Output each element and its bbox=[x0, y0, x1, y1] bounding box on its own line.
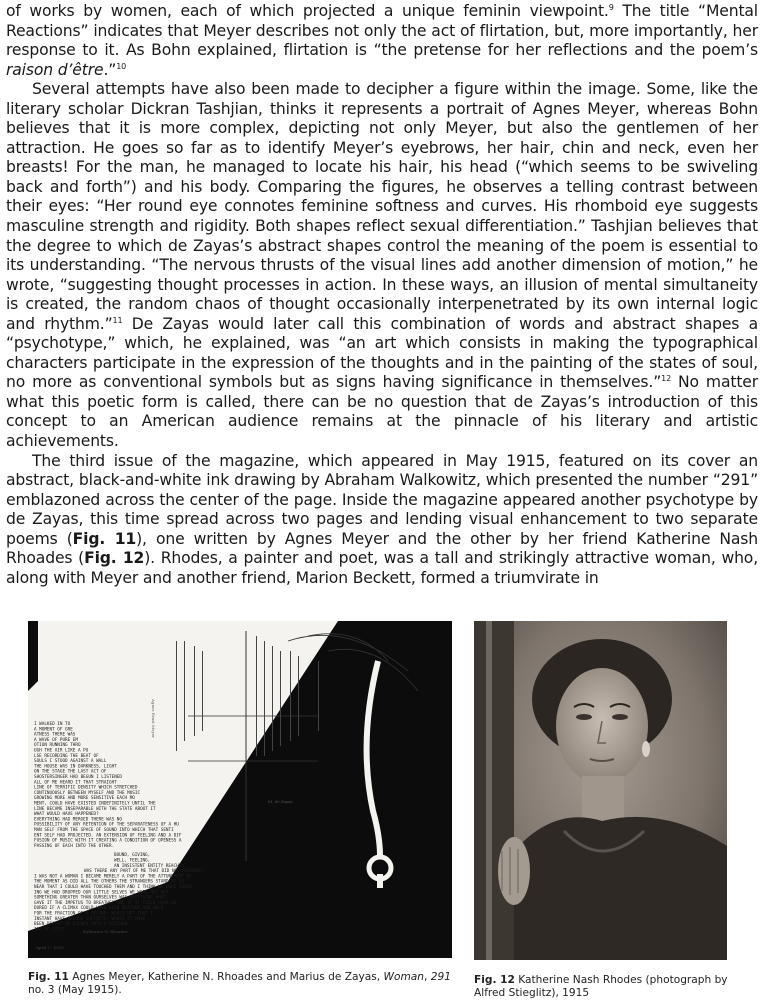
poem-line: ON THE STAGE THE LAST ACT OF bbox=[34, 769, 107, 775]
poem-line: NEAR THAT I COULD HAVE TOUCHED THEM AND I THINK WE WERE TOUCH bbox=[34, 885, 192, 890]
poem-line: WAS THERE ANY PART OF ME THAT DID NOT RESPOND? bbox=[84, 869, 203, 875]
poem-line: I WALKED IN TO bbox=[34, 722, 71, 727]
poem-line: WHAT WOULD HAVE HAPPENED? bbox=[34, 812, 99, 818]
poem-signature: Katharine N. Rhoades bbox=[83, 929, 128, 934]
poem-line: BEEN DEATH? OR ESCAPE INTO A QUICKEN bbox=[34, 922, 128, 928]
text-run: De Zayas would later call this combination of words and abstract shapes a “psychotype,” which, he explained, was “an art which consists in making the typographical characters participate in the expression of the thoughts and in the painting of the states of soul, no more as conventional symbols but as signs having significance in themselves.” bbox=[6, 314, 758, 392]
text-run: No matter what this poetic form is called, there can be no question that de Zayas’s introduction of this concept to an American audience remains at the pinnacle of his literary and artistic achievements. bbox=[6, 373, 758, 451]
poem-line: PASSING OF EACH INTO THE OTHER. bbox=[34, 843, 115, 849]
poem-line: POSSIBILITY OF ANY RETENTION OF THE SEPARATENESS OF A HU bbox=[34, 822, 179, 828]
text-run: ). Rhodes, a painter and poet, was a tall and strikingly attractive woman, who, along with Meyer and another friend, Marion Beckett, formed a triumvirate in bbox=[6, 549, 759, 587]
poem-line: SHOSTERSINGER HAD BEGUN I LISTENED bbox=[34, 775, 122, 780]
poem-line: THE HOUSE WAS IN DARKNESS, LIGHT bbox=[34, 764, 117, 770]
poem-line: A MOMENT OF GRE bbox=[34, 727, 73, 733]
figure-12-caption bbox=[474, 974, 744, 1000]
poem-line: BOUND, GIVING, bbox=[114, 853, 151, 859]
author-label: Agnes Ernst Meyer bbox=[151, 699, 156, 739]
footnote-ref: 11 bbox=[112, 315, 123, 325]
poem-line: LINE BECAME INSEPARABLE WITH THE STATE ABOUT IT bbox=[34, 806, 156, 812]
paragraph-1 bbox=[6, 2, 758, 80]
poem-line: MAN SELF FROM THE SPACE OF SOUND INTO WHICH THAT SENTI bbox=[34, 828, 174, 833]
footnote-ref: 9 bbox=[608, 2, 614, 12]
text-run: of works by women, each of which projected a unique feminin viewpoint. bbox=[6, 2, 609, 20]
caption-text: Agnes Meyer, Katherine N. Rhoades and Marius de Zayas, bbox=[68, 971, 384, 983]
poem-line: ALL OF ME HEARD IT THAT STRAIGHT bbox=[34, 780, 117, 786]
text-run: .” bbox=[103, 60, 117, 79]
poem-line: A WAVE OF PURE EM bbox=[34, 737, 78, 743]
poem-line: FUSION OF MUSIC WITH IT CREATING A CONDITION OF OPENESS A bbox=[34, 838, 182, 844]
poem-line: LSE RECORDING THE BEAT OF bbox=[34, 753, 99, 759]
poem-line: INSTANT HAVE BECOME INFINITE? WOULD IT HAVE bbox=[34, 916, 146, 922]
poem-line: SOULS I STOOD AGAINST A WALL bbox=[34, 759, 107, 765]
text-run: The title “Mental Reactions” indicates that Meyer describes not only the act of flirtation, but, more importantly, her response to it. As Bohn explained, flirtation is “the pretense for her reflections and the poem’s bbox=[6, 2, 758, 60]
poem-line: ING WE HAD DROPPED OUR LITTLE SELVES WE WERE NOT BUT bbox=[34, 890, 169, 896]
caption-title: Woman bbox=[383, 971, 424, 983]
figure-11-image bbox=[28, 621, 452, 958]
poem-line: LINE OF TERRIFIC DENSITY WHICH STRETCHED bbox=[34, 785, 138, 791]
poem-line: EVERYTHING HAD MERGED THERE WAS NO bbox=[34, 817, 122, 823]
poem-line: ENT SELF HAD PROJECTED. AN EXTENSION OF FEELING AND A DIF bbox=[34, 833, 182, 839]
caption-text: no. 3 (May 1915). bbox=[28, 984, 122, 996]
footnote-ref: 10 bbox=[116, 61, 127, 71]
poem-line: ING OF LIFE? bbox=[34, 927, 66, 933]
caption-text: , bbox=[423, 971, 431, 983]
caption-label: Fig. 11 bbox=[28, 971, 69, 983]
poem-line: WELL, FEELING, bbox=[114, 858, 151, 864]
text-run: The third issue of the magazine, which appeared in May 1915, featured on its cover an abstract, black-and-white ink drawing by Abraham Walkowitz, which presented the number “291” emblazoned across the center of the page. Inside the magazine appeared another psychotype by de Zayas, this time spread across two pages and lending visual enhancement to two separate poems ( bbox=[6, 451, 758, 548]
poem-text-block bbox=[34, 719, 274, 954]
poem-line: CONTINUOUSLY BETWEEN MYSELF AND THE MUSIC bbox=[34, 790, 141, 796]
paragraph-3 bbox=[6, 452, 758, 589]
figure-reference: Fig. 12 bbox=[84, 549, 145, 568]
poem-line: SOMETHING GREATER THAN OURSELVES WAS BREATHING WHAT bbox=[34, 895, 166, 901]
poem-lines bbox=[34, 719, 274, 949]
footnote-ref: 12 bbox=[661, 374, 672, 384]
poem-line: UGH THE AIR LIKE A PU bbox=[34, 748, 89, 754]
poem-line: GROWING MORE AND MORE SENSITIVE EACH MO bbox=[34, 796, 135, 802]
poem-line: I WAS NOT A WOMAN I BECAME MERELY A PART OF THE ATTUNEMENT OF bbox=[34, 874, 192, 880]
poem-line: MENT, COULD HAVE EXISTED INDEFINITELY UNTIL THE bbox=[34, 801, 156, 807]
poem-line: ATNESS THERE WAS bbox=[34, 732, 76, 738]
caption-label: Fig. 12 bbox=[474, 974, 515, 986]
figure-12-photograph bbox=[474, 621, 727, 960]
text-run: ), one written by Agnes Meyer and the other by her friend Katherine Nash Rhoades ( bbox=[6, 529, 759, 568]
caption-text: Katherine Nash Rhodes (photograph by Alfred Stieglitz), 1915 bbox=[474, 974, 728, 999]
poem-line: DURED IF A CLIMAX COULD HAVE BEEN REACHED AND HELD bbox=[34, 906, 164, 912]
figure-reference: Fig. 11 bbox=[72, 529, 137, 548]
figure-11-caption bbox=[28, 971, 458, 997]
italic-phrase: raison d’être bbox=[6, 60, 104, 79]
poem-line: AN INSISTENT ENTITY REACHED. bbox=[114, 863, 187, 869]
poem-line: OTION RUNNING THRO bbox=[34, 743, 81, 749]
poem-line: FOR THE FRACTION OF A SECOND--WOULD NOT THAT 1 bbox=[34, 911, 153, 917]
paragraph-2 bbox=[6, 80, 758, 451]
poem-line: THE MOMENT AS DID ALL THE OTHERS THE STRANGERS STANDING SO bbox=[34, 879, 185, 885]
caption-publication: 291 bbox=[430, 971, 451, 983]
poem-line: GAVE IT THE IMPETUS TO BREATHE? AND IF IT COULD HAVE EN bbox=[34, 900, 177, 906]
poem-date: April 7 - 1915 bbox=[36, 945, 64, 950]
portrait-photo bbox=[474, 621, 727, 960]
text-run: Several attempts have also been made to decipher a figure within the image. Some, like the literary scholar Dickran Tashjian, thinks it represents a portrait of Agnes Meyer, whereas Bohn believes that it is more complex, depicting not only Meyer, but also the gentlemen of her attraction. He goes so far as to identify Meyer’s eyebrows, her hair, chin and neck, even her breasts! For the man, he managed to locate his hair, his head (“which seems to be swiveling back and forth”) and his body. Comparing the figures, he observes a telling contrast between their eyes: “Her round eye connotes feminine softness and curves. His rhomboid eye suggests masculine strength and rigidity. Both shapes reflect sexual differentiation.” Tashjian believes that the degree to which de Zayas’s abstract shapes control the meaning of the poem is essential to its understanding. “The nervous thrusts of the visual lines add another dimension of motion,” he wrote, “suggesting thought processes in action. In these ways, an illusion of mental simultaneity is created, the random chaos of thought occasionally interpenetrated by its own internal logic and rhythm.” bbox=[6, 80, 758, 333]
body-text bbox=[6, 2, 758, 588]
credit-label: M. de Zayas bbox=[268, 799, 293, 804]
